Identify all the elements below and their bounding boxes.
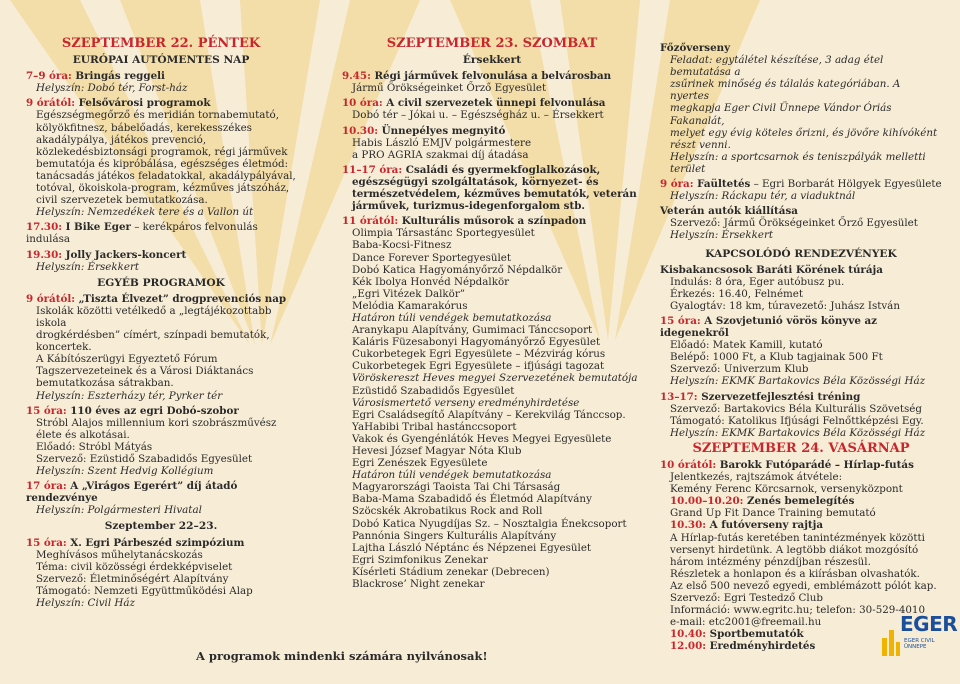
music-item: Kísérleti Stádium zenekar (Debrecen)	[352, 565, 550, 578]
friday-subtitle: EURÓPAI AUTÓMENTES NAP	[72, 54, 250, 67]
column-saturday	[342, 38, 642, 593]
event-line: civil szervezetek bemutatkozása.	[36, 194, 208, 207]
event-time: 10.40:	[670, 628, 707, 641]
event-title: Ünnepélyes megnyitó	[378, 124, 506, 137]
event-line: Jármű Örökségeinket Őrző Egyesület	[352, 82, 547, 95]
event-header	[26, 405, 296, 417]
date-range-title: Szeptember 22–23.	[104, 520, 218, 533]
event-item	[26, 70, 296, 94]
event-title: Régi járművek felvonulása a belvárosban	[370, 70, 612, 83]
logo-subtext: EGER CIVIL ÜNNEPE	[904, 638, 935, 650]
event-line: koncertek.	[36, 341, 92, 354]
event-line: Támogató: Nemzeti Együttműködési Alap	[36, 584, 253, 597]
event-title: Felsővárosi programok	[75, 97, 211, 110]
music-item: Melódia Kamarakórus	[352, 299, 468, 312]
event-title: Sportbemutatók	[706, 628, 804, 641]
event-title: A Szovjetunió vörös könyve az idegenekről	[660, 314, 877, 340]
event-title: I Bike Eger	[62, 221, 131, 234]
event-title: 110 éves az egri Dobó-szobor	[66, 404, 239, 417]
event-line: kölyökfitnesz, bábelőadás, kerekesszékes	[36, 121, 252, 134]
event-header	[660, 391, 942, 403]
event-line: Egészségmegőrző és meridián tornabemutató,	[36, 109, 279, 122]
other-programs-title: EGYÉB PROGRAMOK	[97, 276, 225, 289]
music-item: Ezüstidő Szabadidős Egyesület	[352, 384, 515, 397]
music-item: Határon túli vendégek bemutatkozása	[352, 311, 552, 324]
event-title: Barokk Futóparádé – Hírlap-futás	[716, 459, 914, 471]
race-line: A Hírlap-futás keretében tanintézmények közötti	[670, 531, 925, 544]
event-title: Faültetés	[693, 178, 751, 191]
event-line: Előadó: Stróbl Mátyás	[36, 440, 153, 453]
music-item: Kék Ibolya Honvéd Népdalkör	[352, 275, 510, 288]
music-item: Aranykapu Alapítvány, Gumimaci Tánccsoport	[352, 324, 593, 337]
event-place: Helyszín: Szent Hedvig Kollégium	[36, 465, 214, 478]
event-line: Iskolák közötti vetélkedő a „legtájékozottabb iskola	[36, 304, 272, 329]
tree-planting	[660, 178, 942, 202]
event-time: 10.30:	[670, 519, 707, 532]
event-time: 13–17:	[660, 390, 698, 403]
event-title: Családi és gyermekfoglalkozások,	[402, 163, 601, 176]
run-line: Jelentkezés, rajtszámok átvétele:	[670, 471, 843, 484]
run-line: Kemény Ferenc Körcsarnok, versenyközpont	[670, 483, 903, 496]
music-item: Egri Zenészek Egyesülete	[352, 457, 488, 470]
event-item	[26, 537, 296, 610]
race-line: e-mail: etc2001@freemail.hu	[670, 616, 822, 629]
cooking-contest	[660, 42, 942, 175]
column-right	[660, 42, 942, 656]
event-line: Szervező: Ezüstidő Szabadidős Egyesület	[36, 453, 253, 465]
cooking-line: megkapja Eger Civil Ünnepe Vándor Óriás Fakanalát,	[670, 102, 892, 127]
event-header	[342, 164, 642, 176]
music-item: Határon túli vendégek bemutatkozása	[352, 469, 552, 482]
music-program	[342, 215, 642, 590]
saturday-title: SZEPTEMBER 23. SZOMBAT	[386, 36, 598, 51]
event-line: Belépő: 1000 Ft, a Klub tagjainak 500 Ft	[670, 351, 883, 364]
event-header	[26, 480, 296, 504]
event-header	[26, 537, 296, 549]
event-title: Eredményhirdetés	[706, 640, 816, 653]
event-line: egészségügyi szolgáltatások, környezet- és	[352, 175, 599, 188]
hike-line: Érkezés: 16.40, Felnémet	[670, 287, 804, 300]
event-line: Tagszervezeteinek és a Városi Diáktanács	[36, 365, 254, 378]
music-item: Vakok és Gyengénlátók Heves Megyei Egyesülete	[352, 432, 612, 445]
event-place: Helyszín: Civil Ház	[36, 597, 135, 610]
event-item	[342, 97, 642, 121]
event-title: Zenés bemelegítés	[743, 495, 855, 508]
race-line: Szervező: Egri Testedző Club	[670, 592, 823, 605]
music-item: Lajtha László Néptánc és Népzenei Egyesület	[352, 541, 592, 554]
event-item	[342, 70, 642, 94]
cooking-line: melyet egy évig köteles őrizni, és jövőre kihívóként	[670, 126, 938, 139]
event-place: Helyszín: Nemzedékek tere és a Vallon út	[36, 206, 254, 219]
event-title: Kulturális műsorok a színpadon	[398, 215, 587, 228]
event-line: Téma: civil közösségi érdekképviselet	[36, 560, 233, 573]
event-place: Helyszín: Ráckapu tér, a viaduktnál	[670, 190, 856, 203]
event-time: 15 óra:	[26, 536, 67, 549]
event-title: Veterán autók kiállítása	[660, 205, 798, 218]
event-line: Támogató: Katolikus Ifjúsági Felnőttképzési Egy.	[670, 414, 924, 427]
event-header	[342, 125, 642, 137]
sunday-title: SZEPTEMBER 24. VASÁRNAP	[692, 440, 910, 456]
music-item: Dobó Katica Nyugdíjas Sz. – Nosztalgia Énekcsoport	[352, 517, 627, 530]
related-events-title: KAPCSOLÓDÓ RENDEZVÉNYEK	[705, 247, 897, 260]
event-item	[26, 249, 296, 273]
music-item: YaHabibi Tribal hastánccsoport	[352, 420, 517, 433]
event-time: 17.30:	[26, 221, 63, 234]
race-line: három intézmény pénzdíjban részesül.	[670, 555, 871, 568]
event-title: A civil szervezetek ünnepi felvonulása	[382, 97, 606, 110]
event-time: 9 órától:	[26, 292, 76, 305]
event-place: Helyszín: Érsekkert	[670, 229, 774, 242]
event-line: akadálypálya, játékos prevenció,	[36, 133, 207, 146]
event-title: A „Virágos Egerért” díj átadó rendezvénye	[26, 480, 238, 505]
music-item: „Egri Vitézek Dalkör”	[352, 287, 466, 300]
event-line: élete és alkotásai.	[36, 428, 130, 441]
music-item: Egri Szimfonikus Zenekar	[352, 553, 488, 566]
music-item: Kaláris Füzesabonyi Hagyományőrző Egyesület	[352, 336, 601, 349]
cooking-line: zsűrinek minőség és tálalás kategóriában. A nyertes	[670, 78, 901, 103]
event-time: 10.30:	[342, 124, 379, 137]
veteran-cars	[660, 205, 942, 241]
music-item: Cukorbetegek Egri Egyesülete – ifjúsági tagozat	[352, 360, 605, 373]
footer-note: A programok mindenki számára nyilvánosak!	[196, 649, 488, 663]
event-time: 9 óra:	[660, 178, 694, 191]
event-item	[26, 221, 296, 245]
event-time: 11 órától:	[342, 215, 399, 228]
hike-line: Indulás: 8 óra, Eger autóbusz pu.	[670, 275, 845, 288]
event-time: 7–9 óra:	[26, 70, 72, 83]
music-item: Blackrose’ Night zenekar	[352, 578, 485, 591]
cooking-line: Feladat: egytálétel készítése, 3 adag étel bemutatása a	[670, 54, 884, 79]
event-time: 15 óra:	[660, 314, 701, 327]
event-header	[26, 70, 296, 82]
event-place: Helyszín: Érsekkert	[36, 260, 140, 273]
event-title: Szervezetfejlesztési tréning	[697, 390, 861, 403]
event-item	[342, 164, 642, 212]
hike-line: Gyalogtáv: 18 km, túravezető: Juhász István	[670, 299, 900, 312]
music-item: Hevesi József Magyar Nóta Klub	[352, 445, 522, 457]
event-line: Stróbl Alajos millennium kori szobrászművész	[36, 416, 277, 429]
event-line: Szervező: Bartakovics Béla Kulturális Szövetség	[670, 402, 922, 415]
event-line: drogkérdésben” címért, színpadi bemutatók,	[36, 329, 270, 342]
event-time: 9.45:	[342, 70, 371, 83]
saturday-subtitle: Érsekkert	[462, 54, 522, 67]
event-item	[26, 405, 296, 478]
event-line: bemutatója és kipróbálása, egészséges életmód:	[36, 157, 289, 170]
event-header	[342, 97, 642, 109]
event-rest: – kerékpáros felvonulás indulása	[26, 221, 258, 246]
music-item: Városismertető verseny eredményhirdetése	[352, 396, 580, 409]
event-time: 10.00–10.20:	[670, 495, 744, 508]
event-line: Szervező: Univerzum Klub	[670, 363, 809, 376]
eger-logo	[880, 608, 958, 668]
event-header	[26, 97, 296, 109]
event-place: Helyszín: a sportcsarnok és teniszpályák melletti terület	[670, 150, 926, 175]
race-line: versenyt hirdetünk. A legtöbb diákot mozgósító	[670, 543, 919, 556]
event-time: 10 órától:	[660, 459, 717, 471]
event-title: A futóverseny rajtja	[706, 519, 824, 532]
hike	[660, 264, 942, 312]
event-line: járművek, turizmus-idegenforgalom stb.	[352, 200, 586, 213]
event-title: „Tiszta Élvezet” drogprevenciós nap	[75, 292, 287, 305]
music-item: Cukorbetegek Egri Egyesülete – Mézvirág kórus	[352, 348, 606, 361]
event-header	[660, 315, 942, 339]
cooking-title: Főzőverseny	[660, 42, 731, 54]
event-item	[26, 97, 296, 218]
event-time: 9 órától:	[26, 97, 76, 110]
event-header	[342, 70, 642, 82]
event-line: Szervező: Jármű Örökségeinket Őrző Egyesület	[670, 217, 918, 230]
event-line: Előadó: Matek Kamill, kutató	[670, 339, 823, 352]
event-time: 17 óra:	[26, 480, 67, 493]
event-title: Bringás reggeli	[71, 70, 165, 83]
event-line: Dobó tér – Jókai u. – Egészségház u. – Érsekkert	[352, 109, 604, 122]
event-place: Helyszín: Dobó tér, Forst-ház	[36, 82, 188, 95]
race-line: Részletek a honlapon és a kiírásban olvashatók.	[670, 567, 920, 580]
event-header	[26, 249, 296, 261]
music-item: Vöröskereszt Heves megyei Szervezetének bemutatója	[352, 372, 638, 385]
cooking-line: részt venni.	[670, 138, 731, 151]
logo-text: EGER	[900, 612, 958, 636]
music-item: Baba-Mama Szabadidő és Életmód Alapítvány	[352, 493, 592, 506]
logo-bars-icon	[880, 622, 902, 658]
event-item	[660, 391, 942, 439]
event-time: 15 óra:	[26, 404, 67, 417]
event-line: totóval, ökoiskola-program, kézműves játszóház,	[36, 182, 290, 195]
event-line: Grand Up Fit Dance Training bemutató	[670, 507, 876, 520]
event-line: Habis László EMJV polgármestere	[352, 136, 532, 149]
event-line: A Kábítószerügyi Egyeztető Fórum	[36, 353, 218, 366]
music-item: Dance Forever Sportegyesület	[352, 251, 512, 264]
event-line: közlekedésbiztonsági programok, régi járművek	[36, 145, 288, 158]
event-title: Jolly Jackers-koncert	[62, 248, 187, 261]
column-friday	[26, 38, 296, 612]
event-item	[26, 293, 296, 402]
event-time: 11–17 óra:	[342, 163, 403, 176]
music-item: Olimpia Társastánc Sportegyesület	[352, 227, 535, 240]
event-item	[342, 125, 642, 161]
event-line: Meghívásos műhelytanácskozás	[36, 548, 203, 561]
event-header	[26, 293, 296, 305]
event-time: 19.30:	[26, 248, 63, 261]
event-item	[660, 315, 942, 388]
music-item: Pannónia Singers Kulturális Alapítvány	[352, 529, 557, 542]
music-item: Egri Családsegítő Alapítvány – Kerekvilág Tánccsop.	[352, 408, 626, 421]
event-time: 12.00:	[670, 640, 707, 653]
friday-title: SZEPTEMBER 22. PÉNTEK	[61, 36, 261, 51]
event-time: 10 óra:	[342, 97, 383, 110]
event-rest: – Egri Borbarát Hölgyek Egyesülete	[750, 178, 942, 191]
event-line: természetvédelem, kézműves bemutatók, veterán	[352, 188, 637, 201]
event-item	[26, 480, 296, 516]
event-place: Helyszín: EKMK Bartakovics Béla Közösségi Ház	[670, 426, 926, 439]
event-title: X. Egri Párbeszéd szimpózium	[66, 536, 245, 549]
event-place: Helyszín: EKMK Bartakovics Béla Közösségi Ház	[670, 375, 926, 388]
event-line: tanácsadás játékos feladatokkal, akadálypályával,	[36, 169, 296, 182]
event-line: a PRO AGRIA szakmai díj átadása	[352, 148, 529, 161]
music-item: Magyarországi Taoista Tai Chi Társaság	[352, 481, 561, 494]
race-line: Az első 500 nevező egyedi, emblémázott pólót kap.	[670, 579, 937, 592]
event-header	[26, 221, 296, 245]
event-line: bemutatkozása sátrakban.	[36, 377, 174, 390]
race-line: Információ: www.egritc.hu; telefon: 30-529-4010	[670, 604, 926, 617]
music-item: Dobó Katica Hagyományőrző Népdalkör	[352, 263, 563, 276]
music-item: Baba-Kocsi-Fitnesz	[352, 239, 452, 252]
event-place: Helyszín: Polgármesteri Hivatal	[36, 504, 202, 517]
event-title: Kisbakancsosok Baráti Körének túrája	[660, 263, 883, 276]
music-item: Szöcskék Akrobatikus Rock and Roll	[352, 505, 543, 518]
event-line: Szervező: Életminőségért Alapítvány	[36, 572, 229, 585]
event-place: Helyszín: Eszterházy tér, Pyrker tér	[36, 389, 223, 402]
